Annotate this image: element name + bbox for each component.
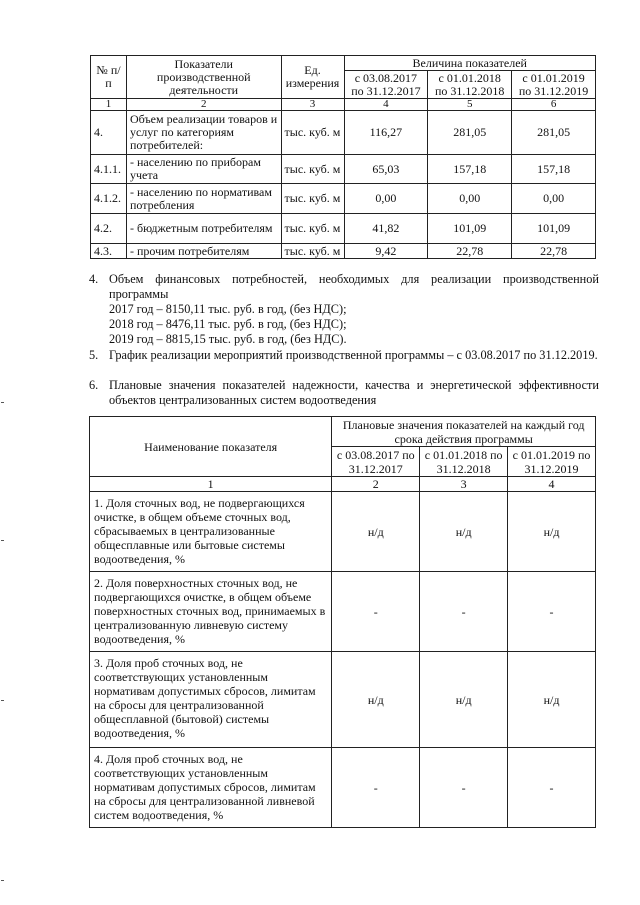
row-name: - бюджетным потребителям (126, 214, 281, 244)
indicator-value: н/д (508, 492, 596, 572)
table-row (90, 492, 596, 572)
row-value: 281,05 (428, 111, 512, 155)
scan-mark (1, 880, 4, 881)
indicator-name: 4. Доля проб сточных вод, не соответствующих установленным нормативам допустимых сбросов, лимитам на сбросы для централизованной ливневой систем водоотведения, % (90, 748, 332, 828)
header-value: Величина показателей (344, 56, 596, 71)
column-numbers-row (90, 477, 596, 492)
row-value: 101,09 (512, 214, 596, 244)
header-num: № п/п (91, 56, 127, 99)
table-row (91, 214, 596, 244)
row-unit: тыс. куб. м (281, 214, 344, 244)
indicator-value: н/д (420, 652, 508, 748)
colnum: 6 (512, 99, 596, 111)
row-name: - населению по нормативам потребления (126, 184, 281, 214)
section-text: Плановые значения показателей надежности, качества и энергетической эффективности объектов централизованных систем водоотведения (109, 378, 599, 407)
row-value: 0,00 (428, 184, 512, 214)
row-name: - прочим потребителям (126, 244, 281, 259)
indicator-value: - (420, 572, 508, 652)
table-row (91, 155, 596, 184)
row-unit: тыс. куб. м (281, 111, 344, 155)
section-number: 5. (89, 348, 99, 362)
row-value: 157,18 (512, 155, 596, 184)
section-number: 4. (89, 272, 99, 286)
row-value: 157,18 (428, 155, 512, 184)
table-row (91, 244, 596, 259)
header-period-2017: с 03.08.2017 по 31.12.2017 (344, 71, 428, 99)
colnum: 5 (428, 99, 512, 111)
row-value: 116,27 (344, 111, 428, 155)
row-value: 0,00 (344, 184, 428, 214)
header-period-2018: с 01.01.2018 по 31.12.2018 (428, 71, 512, 99)
indicator-value: н/д (420, 492, 508, 572)
row-value: 41,82 (344, 214, 428, 244)
colnum: 4 (508, 477, 596, 492)
row-value: 22,78 (512, 244, 596, 259)
colnum: 1 (91, 99, 127, 111)
indicator-name: 2. Доля поверхностных сточных вод, не подвергающихся очистке, в общем объеме поверхностных сточных вод, принимаемых в централизованную ливневую систему водоотведения, % (90, 572, 332, 652)
row-value: 65,03 (344, 155, 428, 184)
section-financial-needs (89, 272, 599, 347)
row-value: 281,05 (512, 111, 596, 155)
colnum: 3 (281, 99, 344, 111)
row-value: 22,78 (428, 244, 512, 259)
row-num: 4.1.1. (91, 155, 127, 184)
financial-line-2017: 2017 год – 8150,11 тыс. руб. в год, (без НДС); (109, 302, 347, 316)
indicator-value: - (508, 748, 596, 828)
indicator-value: - (332, 572, 420, 652)
table-row (91, 184, 596, 214)
table-row (91, 111, 596, 155)
row-value: 101,09 (428, 214, 512, 244)
header-unit: Ед. измерения (281, 56, 344, 99)
financial-line-2019: 2019 год – 8815,15 тыс. руб. в год, (без НДС). (109, 332, 347, 346)
indicator-value: н/д (508, 652, 596, 748)
section-number: 6. (89, 378, 99, 392)
row-unit: тыс. куб. м (281, 244, 344, 259)
section-planned-values (89, 378, 599, 408)
table-row (90, 748, 596, 828)
scan-mark (1, 700, 4, 701)
financial-line-2018: 2018 год – 8476,11 тыс. руб. в год, (без НДС); (109, 317, 347, 331)
header-period-2018: с 01.01.2018 по 31.12.2018 (420, 447, 508, 477)
row-name: Объем реализации товаров и услуг по категориям потребителей: (126, 111, 281, 155)
header-period-2019: с 01.01.2019 по 31.12.2019 (508, 447, 596, 477)
production-indicators-table (90, 55, 596, 259)
scan-mark (1, 402, 4, 403)
header-period-2019: с 01.01.2019 по 31.12.2019 (512, 71, 596, 99)
table-row (90, 572, 596, 652)
header-period-2017: с 03.08.2017 по 31.12.2017 (332, 447, 420, 477)
section-schedule (89, 348, 599, 363)
indicator-value: н/д (332, 652, 420, 748)
colnum: 2 (126, 99, 281, 111)
header-name: Наименование показателя (90, 417, 332, 477)
colnum: 1 (90, 477, 332, 492)
table-row (90, 652, 596, 748)
row-num: 4.1.2. (91, 184, 127, 214)
header-plan: Плановые значения показателей на каждый год срока действия программы (332, 417, 596, 447)
row-num: 4.3. (91, 244, 127, 259)
colnum: 3 (420, 477, 508, 492)
indicator-name: 3. Доля проб сточных вод, не соответствующих установленным нормативам допустимых сбросов, лимитам на сбросы для централизованной общесплавной (бытовой) системы водоотведения, % (90, 652, 332, 748)
row-value: 9,42 (344, 244, 428, 259)
row-num: 4.2. (91, 214, 127, 244)
colnum: 4 (344, 99, 428, 111)
row-unit: тыс. куб. м (281, 155, 344, 184)
indicator-name: 1. Доля сточных вод, не подвергающихся очистке, в общем объеме сточных вод, сбрасываемых в централизованные общесплавные или бытовые системы водоотведения, % (90, 492, 332, 572)
indicator-value: н/д (332, 492, 420, 572)
section-text: График реализации мероприятий производственной программы – с 03.08.2017 по 31.12.2019. (109, 348, 598, 362)
colnum: 2 (332, 477, 420, 492)
indicator-value: - (332, 748, 420, 828)
indicator-value: - (420, 748, 508, 828)
row-num: 4. (91, 111, 127, 155)
section-text: Объем финансовых потребностей, необходимых для реализации производственной программы (109, 272, 599, 301)
reliability-indicators-table (89, 416, 596, 828)
column-numbers-row (91, 99, 596, 111)
header-indicator: Показатели производственной деятельности (126, 56, 281, 99)
row-name: - населению по приборам учета (126, 155, 281, 184)
scan-mark (1, 540, 4, 541)
row-value: 0,00 (512, 184, 596, 214)
indicator-value: - (508, 572, 596, 652)
row-unit: тыс. куб. м (281, 184, 344, 214)
